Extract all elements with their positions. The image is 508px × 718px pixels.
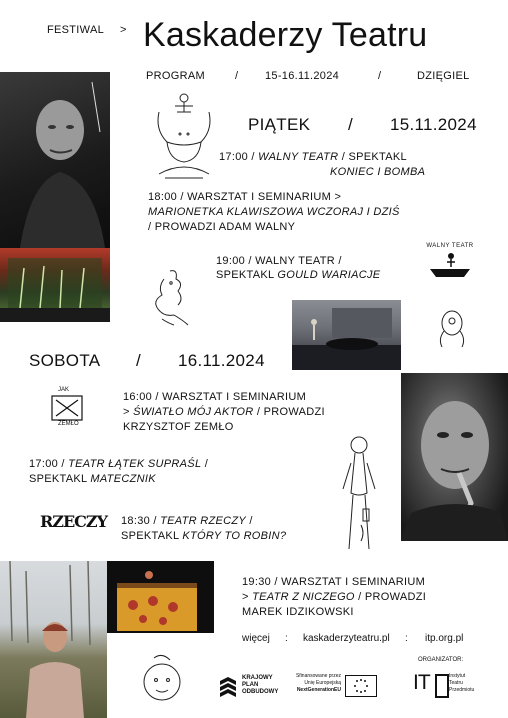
friday-date: 15.11.2024 <box>390 115 477 134</box>
zemlo-logo: JAK ZEMŁO <box>48 390 92 430</box>
teatr-rzeczy-logo: RZECZY <box>40 512 108 531</box>
website-link[interactable]: kaskaderzyteatru.pl <box>303 633 390 644</box>
friday-heading <box>248 115 310 135</box>
event-friday-3-line2 <box>216 268 380 283</box>
event-title: KTÓRY TO ROBIN? <box>182 530 287 542</box>
separator: : <box>405 633 408 644</box>
separator: / <box>235 70 239 82</box>
separator: / <box>246 515 253 527</box>
event-friday-2-line1: 18:00 / WARSZTAT I SEMINARIUM > <box>148 191 342 203</box>
itp-logo <box>413 671 473 701</box>
separator: : <box>285 633 288 644</box>
event-time: 17:00 / <box>219 151 259 163</box>
eu-line: Unię Europejską <box>304 680 341 686</box>
stage-photo <box>0 248 110 322</box>
event-title: MATECZNIK <box>90 473 156 485</box>
event-saturday-2-line2 <box>29 472 156 487</box>
hand-drawing <box>432 303 472 351</box>
krajowy-plan-odbudowy-logo <box>218 675 279 701</box>
puppet-drawing <box>153 90 215 182</box>
event-type: / SPEKTAKL <box>338 151 407 163</box>
arrow: > <box>123 406 134 418</box>
event-title: ŚWIATŁO MÓJ AKTOR <box>133 406 254 418</box>
separator: / <box>348 115 353 134</box>
event-saturday-1-line1: 16:00 / WARSZTAT I SEMINARIUM <box>123 391 307 403</box>
event-saturday-1-line2 <box>123 405 325 420</box>
eu-funding-logo <box>291 673 381 699</box>
itp-website-link[interactable]: itp.org.pl <box>425 633 464 644</box>
event-saturday-3-line2 <box>121 529 286 544</box>
itp-p-icon <box>435 674 449 698</box>
separator: / <box>201 458 209 470</box>
festival-dates: 15-16.11.2024 <box>265 70 340 82</box>
face-circle-drawing <box>140 652 184 704</box>
standing-figure-drawing <box>335 433 383 553</box>
eu-line: NextGenerationEU <box>296 687 341 693</box>
event-friday-1 <box>219 150 407 165</box>
event-saturday-3-line1 <box>121 514 253 529</box>
event-time: 18:30 / <box>121 515 161 527</box>
saturday-date: 16.11.2024 <box>178 351 265 370</box>
more-info-label: więcej <box>242 633 270 644</box>
arrow: > <box>242 591 253 603</box>
old-actor-portrait-photo <box>401 373 508 541</box>
program-label: PROGRAM <box>146 70 205 82</box>
event-saturday-4-line1: 19:30 / WARSZTAT I SEMINARIUM <box>242 576 426 588</box>
event-friday-3-line1: 19:00 / WALNY TEATR / <box>216 255 342 267</box>
concert-photo <box>292 300 401 370</box>
friday-day: PIĄTEK <box>248 115 311 134</box>
itp-mark: IT <box>413 671 430 694</box>
event-host: / PROWADZI ADAM WALNY <box>148 221 296 233</box>
separator: / <box>136 351 141 370</box>
event-saturday-2-line1 <box>29 457 208 472</box>
event-title: TEATR Z NICZEGO <box>252 591 355 603</box>
portrait-illustration <box>0 72 110 248</box>
separator: / <box>378 70 382 82</box>
itp-line: Przedmiotu <box>449 687 475 693</box>
event-time: 17:00 / <box>29 458 69 470</box>
festival-label: FESTIWAL <box>47 24 104 36</box>
organizer-label: ORGANIZATOR: <box>418 657 464 663</box>
event-host-label: / PROWADZI <box>253 406 325 418</box>
event-company: WALNY TEATR <box>258 151 339 163</box>
event-host: MAREK IDZIKOWSKI <box>242 606 354 618</box>
itp-line: Teatru <box>449 680 463 686</box>
kpo-line: ODBUDOWY <box>242 689 279 695</box>
event-type: SPEKTAKL <box>29 473 91 485</box>
event-company: TEATR RZECZY <box>160 515 247 527</box>
eu-flag-icon <box>345 675 377 697</box>
header-arrow: > <box>120 24 127 36</box>
event-company: TEATR ŁĄTEK SUPRAŚL <box>68 458 202 470</box>
event-saturday-4-line2 <box>242 590 426 605</box>
eu-line: Sfinansowane przez <box>295 673 341 679</box>
itp-line: Instytut <box>449 673 466 679</box>
outdoor-portrait-photo <box>0 561 107 718</box>
event-title: GOULD WARIACJE <box>277 269 381 281</box>
hand-puppet-drawing <box>144 265 194 327</box>
event-host-label: / PROWADZI <box>354 591 427 603</box>
event-type: SPEKTAKL <box>216 269 278 281</box>
page-title: Kaskaderzy Teatru <box>143 16 428 54</box>
puppet-theatre-photo <box>107 561 214 633</box>
event-type: SPEKTAKL <box>121 530 183 542</box>
actor-portrait-photo <box>0 72 110 248</box>
event-title: KONIEC I BOMBA <box>330 166 426 178</box>
kpo-line: PLAN <box>242 682 259 688</box>
kpo-line: KRAJOWY <box>242 675 273 681</box>
walny-teatr-logo: WALNY TEATR <box>420 243 480 281</box>
event-host: KRZYSZTOF ZEMŁO <box>123 421 234 433</box>
saturday-day: SOBOTA <box>29 351 101 370</box>
venue: DZIĘGIEL <box>417 70 470 82</box>
event-title: MARIONETKA KLAWISZOWA WCZORAJ I DZIŚ <box>148 206 400 218</box>
